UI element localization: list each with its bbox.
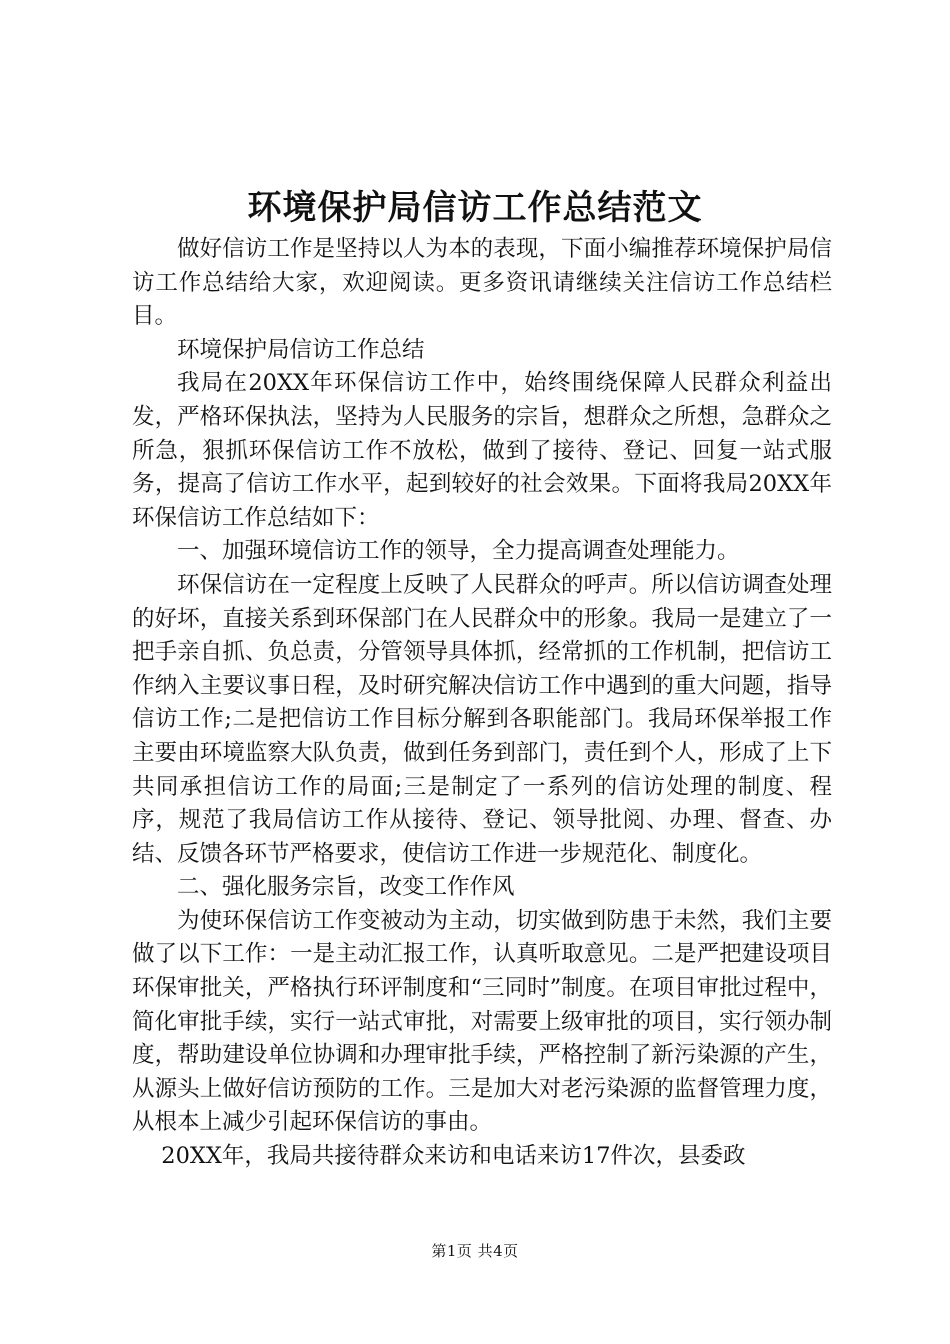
body-paragraph: 我局在20XX年环保信访工作中，始终围绕保障人民群众利益出发，严格环保执法，坚持为人民服务的宗旨，想群众之所想，急群众之所急，狠抓环保信访工作不放松，做到了接待、登记、回复一站式服务，提高了信访工作水平，起到较好的社会效果。下面将我局20XX年环保信访工作总结如下： (132, 370, 832, 531)
page-number-footer: 第1页 共4页 (431, 1242, 519, 1260)
section-heading: 一、加强环境信访工作的领导，全力提高调查处理能力。 (177, 538, 740, 565)
body-paragraph: 环保信访在一定程度上反映了人民群众的呼声。所以信访调查处理的好坏，直接关系到环保部门在人民群众中的形象。我局一是建立了一把手亲自抓、负总责，分管领导具体抓，经常抓的工作机制，把信访工作纳入主要议事日程，及时研究解决信访工作中遇到的重大问题，指导信访工作;二是把信访工作目标分解到各职能部门。我局环保举报工作主要由环境监察大队负责，做到任务到部门，责任到个人，形成了上下共同承担信访工作的局面;三是制定了一系列的信访处理的制度、程序，规范了我局信访工作从接待、登记、领导批阅、办理、督查、办结、反馈各环节严格要求，使信访工作进一步规范化、制度化。 (132, 571, 832, 867)
document-title: 环境保护局信访工作总结范文 (247, 188, 703, 228)
document-body (132, 233, 832, 1174)
intro-paragraph: 做好信访工作是坚持以人为本的表现，下面小编推荐环境保护局信访工作总结给大家，欢迎阅读。更多资讯请继续关注信访工作总结栏目。 (132, 236, 832, 330)
body-paragraph: 20XX年，我局共接待群众来访和电话来访17件次，县委政 (161, 1143, 746, 1170)
body-paragraph: 为使环保信访工作变被动为主动，切实做到防患于未然，我们主要做了以下工作：一是主动汇报工作，认真听取意见。二是严把建设项目环保审批关，严格执行环评制度和“三同时”制度。在项目审批过程中，简化审批手续，实行一站式审批，对需要上级审批的项目，实行领办制度，帮助建设单位协调和办理审批手续，严格控制了新污染源的产生，从源头上做好信访预防的工作。三是加大对老污染源的监督管理力度，从根本上减少引起环保信访的事由。 (132, 907, 832, 1136)
section-heading: 环境保护局信访工作总结 (177, 336, 425, 363)
section-heading: 二、强化服务宗旨，改变工作作风 (177, 874, 515, 901)
